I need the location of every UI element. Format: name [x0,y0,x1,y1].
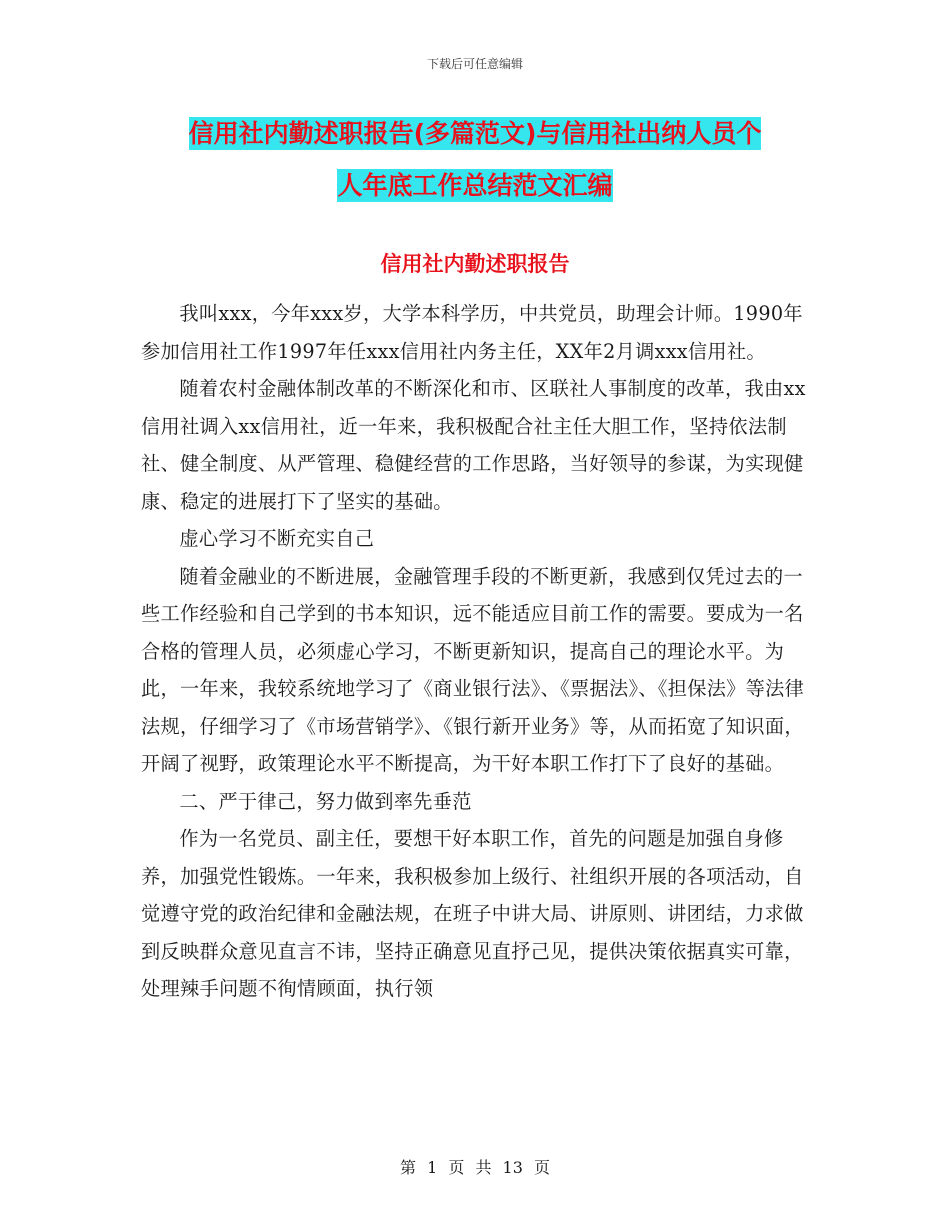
section-title: 信用社内勤述职报告 [380,252,570,276]
subheading: 二、严于律己，努力做到率先垂范 [179,789,472,813]
page-footer: 第 1 页 共 13 页 [400,1158,550,1177]
subheading: 虚心学习不断充实自己 [179,527,375,550]
body-text [141,295,806,1008]
document-title-line-1 [0,108,950,160]
paragraph: 随着金融业的不断进展，金融管理手段的不断更新，我感到仅凭过去的一些工作经验和自己学到的书本知识，远不能适应目前工作的需要。要成为一名合格的管理人员，必须虚心学习，不断更新知识，提高自己的理论水平。为此，一年来，我较系统地学习了《商业银行法》、《票据法》、《担保法》等法律法规，仔细学习了《市场营销学》、《银行新开业务》等，从而拓宽了知识面，开阔了视野，政策理论水平不断提高，为干好本职工作打下了良好的基础。 [141,564,805,775]
paragraph: 随着农村金融体制改革的不断深化和市、区联社人事制度的改革，我由xx信用社调入xx信用社，近一年来，我积极配合社主任大胆工作，坚持依法制社、健全制度、从严管理、稳健经营的工作思路，当好领导的参谋，为实现健康、稳定的进展打下了坚实的基础。 [141,377,806,513]
document-title [0,108,950,212]
paragraph: 作为一名党员、副主任，要想干好本职工作，首先的问题是加强自身修养，加强党性锻炼。一年来，我积极参加上级行、社组织开展的各项活动，自觉遵守党的政治纪律和金融法规，在班子中讲大局、讲原则、讲团结，力求做到反映群众意见直言不讳，坚持正确意见直抒己见，提供决策依据真实可靠，处理辣手问题不徇情顾面，执行领 [141,827,804,1000]
document-title-line-2 [0,160,950,212]
title-highlight: 信用社内勤述职报告(多篇范文)与信用社出纳人员个 [188,119,762,148]
header-note: 下载后可任意编辑 [426,57,523,71]
title-highlight: 人年底工作总结范文汇编 [337,171,613,200]
paragraph: 我叫xxx，今年xxx岁，大学本科学历，中共党员，助理会计师。1990年参加信用社工作1997年任xxx信用社内务主任，XX年2月调xxx信用社。 [141,302,803,363]
